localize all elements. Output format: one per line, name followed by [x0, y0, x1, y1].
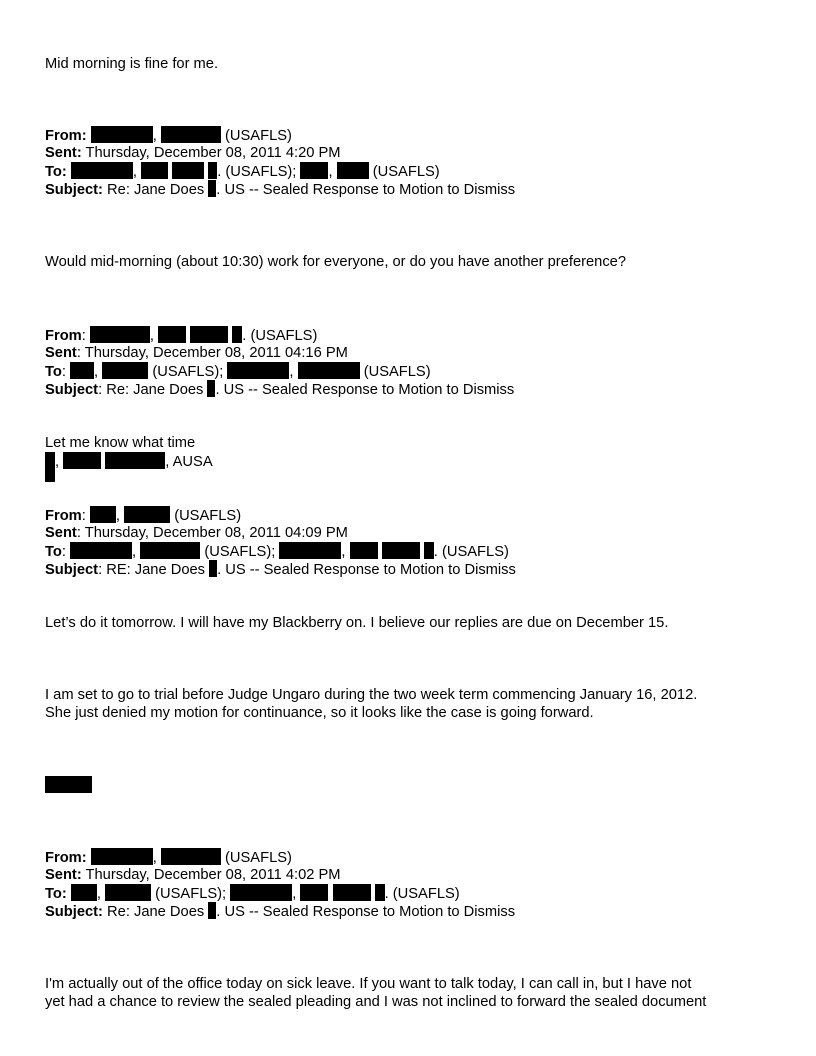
- header3-to: To: , (USAFLS); , . (USAFLS): [45, 544, 509, 560]
- redaction: [124, 506, 170, 523]
- subject-label: Subject:: [45, 182, 103, 198]
- signature: , , AUSA: [45, 452, 213, 470]
- subject-label: Subject: [45, 382, 99, 398]
- redaction: [105, 884, 151, 901]
- header2-sent: [45, 344, 348, 362]
- reply-text-4: Let’s do it tomorrow. I will have my Blackberry on. I believe our replies are due on December 15.: [45, 615, 669, 631]
- header1-sent: [45, 144, 341, 162]
- to-label: To:: [45, 886, 67, 902]
- redaction: [45, 466, 55, 482]
- reply-text-6b: yet had a chance to review the sealed pleading and I was not inclined to forward the sealed document: [45, 994, 707, 1010]
- redaction: [70, 362, 94, 379]
- redaction: [300, 884, 328, 901]
- sent-value: : Thursday, December 08, 2011 04:09 PM: [76, 525, 348, 541]
- header1-subject: Subject: Re: Jane Does . US -- Sealed Response to Motion to Dismiss: [45, 182, 516, 198]
- reply-text-5b: She just denied my motion for continuance, so it looks like the case is going forward.: [45, 705, 594, 721]
- redaction: [105, 452, 165, 469]
- from-label: From:: [45, 850, 87, 866]
- redaction: [158, 326, 186, 343]
- from-label: From: [45, 328, 82, 344]
- header3-sent: [45, 524, 348, 542]
- redaction: [102, 362, 148, 379]
- redaction: [45, 776, 92, 793]
- reply-text-3: Let me know what time: [45, 435, 196, 451]
- redaction: [350, 542, 378, 559]
- redaction: [91, 848, 153, 865]
- reply-text-1: Mid morning is fine for me.: [45, 56, 219, 72]
- sent-label: Sent:: [45, 145, 82, 161]
- redaction: [63, 452, 101, 469]
- from-label: From:: [45, 128, 87, 144]
- from-org: (USAFLS): [225, 128, 292, 144]
- redaction: [90, 326, 150, 343]
- header4-subject: Subject: Re: Jane Does . US -- Sealed Response to Motion to Dismiss: [45, 904, 516, 920]
- header4-sent: [45, 866, 341, 884]
- to-label: To: [45, 364, 62, 380]
- redaction: [90, 506, 116, 523]
- redaction: [382, 542, 420, 559]
- redaction: [141, 162, 168, 179]
- header2-from: From: , . (USAFLS): [45, 328, 318, 344]
- redaction: [230, 884, 292, 901]
- header4-from: From: , (USAFLS): [45, 850, 292, 866]
- redaction: [279, 542, 341, 559]
- redaction: [208, 162, 217, 179]
- redaction: [227, 362, 289, 379]
- from-label: From: [45, 508, 82, 524]
- redaction: [91, 126, 153, 143]
- header1-from: From: , (USAFLS): [45, 128, 292, 144]
- header3-from: From: , (USAFLS): [45, 508, 242, 524]
- redaction: [300, 162, 328, 179]
- redaction: [337, 162, 369, 179]
- redaction: [298, 362, 360, 379]
- sent-label: Sent:: [45, 867, 82, 883]
- subject-label: Subject: [45, 562, 99, 578]
- redaction: [333, 884, 371, 901]
- sent-value: : Thursday, December 08, 2011 04:16 PM: [76, 345, 348, 361]
- sent-label: Sent: [45, 345, 77, 361]
- redaction: [140, 542, 200, 559]
- reply-text-6a: I'm actually out of the office today on sick leave. If you want to talk today, I can call in, but I have not: [45, 976, 692, 992]
- header4-to: To: , (USAFLS); , . (USAFLS): [45, 886, 460, 902]
- redaction: [71, 162, 133, 179]
- reply-text-2: Would mid-morning (about 10:30) work for everyone, or do you have another preference?: [45, 254, 627, 270]
- sent-value: Thursday, December 08, 2011 4:20 PM: [85, 145, 341, 161]
- redaction: [424, 542, 434, 559]
- header1-to: To: , . (USAFLS); , (USAFLS): [45, 164, 440, 180]
- reply-text-5a: I am set to go to trial before Judge Ungaro during the two week term commencing January 16, 2012.: [45, 687, 698, 703]
- redaction: [209, 560, 217, 577]
- redaction: [161, 126, 221, 143]
- redaction: [71, 884, 97, 901]
- subject-label: Subject:: [45, 904, 103, 920]
- header2-subject: Subject: Re: Jane Does . US -- Sealed Response to Motion to Dismiss: [45, 382, 515, 398]
- to-label: To:: [45, 164, 67, 180]
- sent-label: Sent: [45, 525, 77, 541]
- redaction: [375, 884, 385, 901]
- redaction: [172, 162, 204, 179]
- redaction: [161, 848, 221, 865]
- header3-subject: Subject: RE: Jane Does . US -- Sealed Response to Motion to Dismiss: [45, 562, 516, 578]
- to-label: To: [45, 544, 62, 560]
- sent-value: Thursday, December 08, 2011 4:02 PM: [85, 867, 341, 883]
- header2-to: To: , (USAFLS); , (USAFLS): [45, 364, 431, 380]
- redaction: [190, 326, 228, 343]
- redaction: [232, 326, 242, 343]
- redaction: [70, 542, 132, 559]
